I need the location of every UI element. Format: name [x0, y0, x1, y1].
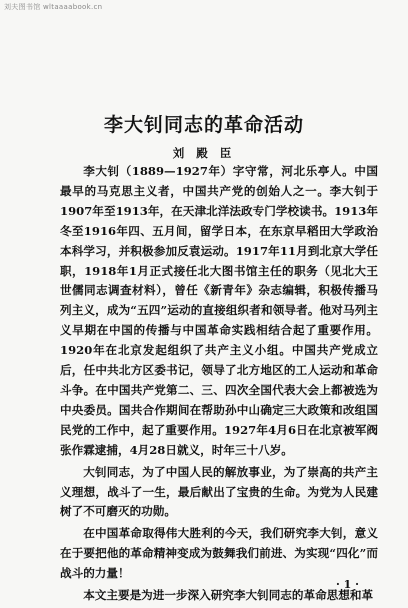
article-title: 李大钊同志的革命活动 — [103, 114, 304, 136]
paragraph: 李大钊（1889—1927年）字守常，河北乐亭人。中国最早的马克思主义者，中国共产党的创始人之一。李大钊于1907年至1913年，在天津北洋法政专门学校读书。1913年冬至1916年四、五月间，留学日本，在东京早稻田大学政治本科学习，并积极参加反袁运动。1917年11月到北京大学任职，1918年1月正式接任北大图书馆主任的职务（见北大王世儒同志调查材料），曾任《新青年》杂志编辑，积极传播马列主义，成为“五四”运动的直接组织者和领导者。他对马列主义早期在中国的传播与中国革命实践相结合起了重要作用。1920年在北京发起组织了共产主义小组。中国共产党成立后，任中共北方区委书记，领导了北方地区的工人运动和革命斗争。在中国共产党第二、三、四次全国代表大会上都被选为中央委员。国共合作期间在帮助孙中山确定三大政策和改组国民党的工作中，起了重要作用。1927年4月6日在北京被军阀张作霖逮捕，4月28日就义，时年三十八岁。 — [60, 164, 378, 457]
author-name: 刘 殿 臣 — [172, 146, 236, 160]
paragraph: 本文主要是为进一步深入研究李大钊同志的革命思想和革 — [83, 588, 374, 603]
article-body — [60, 162, 378, 608]
page-number: · 1 · — [336, 578, 359, 591]
paragraph: 大钊同志，为了中国人民的解放事业，为了崇高的共产主义理想，战斗了一生，最后献出了宝贵的生命。为党为人民建树了不可磨灭的功勋。 — [60, 464, 378, 519]
paragraph: 在中国革命取得伟大胜利的今天，我们研究李大钊，意义在于要把他的革命精神变成为鼓舞我们前进、为实现“四化”而战斗的力量！ — [60, 526, 378, 581]
watermark: 刘夫图书馆 wltaaaabook.cn — [4, 3, 103, 11]
